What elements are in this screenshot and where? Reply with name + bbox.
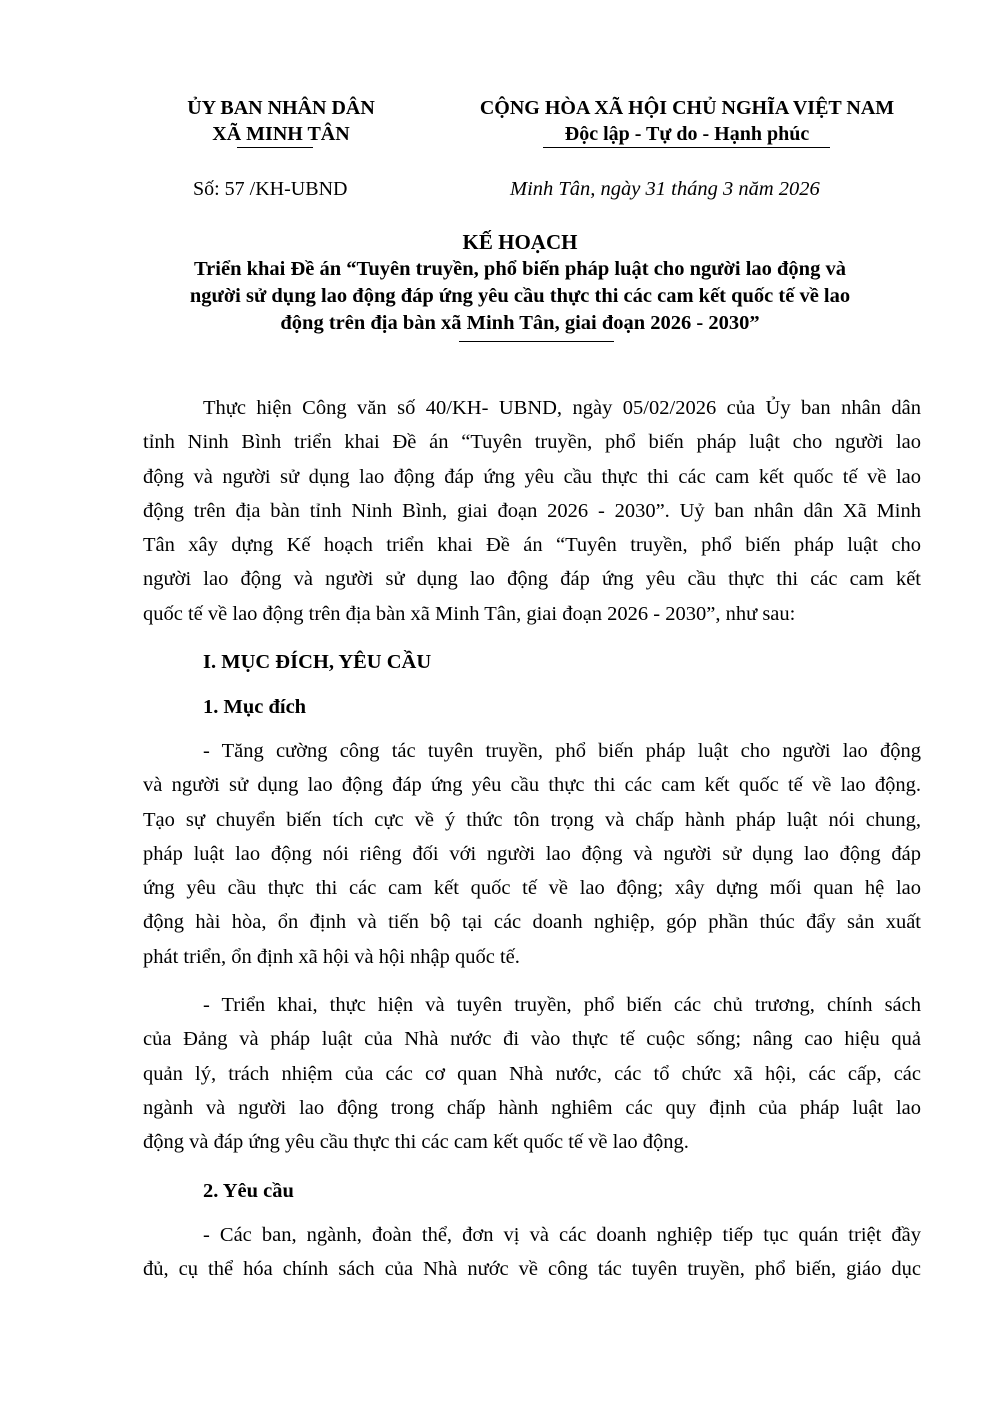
paragraph-line: ứng yêu cầu thực thi các cam kết quốc tế về lao động; xây dựng mối quan hệ lao <box>143 877 921 900</box>
paragraph-line: động hài hòa, ổn định và tiến bộ tại các doanh nghiệp, góp phần thúc đẩy sản xuất <box>143 911 921 934</box>
agency-name-line2: XÃ MINH TÂN <box>212 123 350 145</box>
purpose-paragraph-2 <box>143 988 921 1159</box>
paragraph-line: và người sử dụng lao động đáp ứng yêu cầu thực thi các cam kết quốc tế về lao động. <box>143 774 921 797</box>
subsection-heading-purpose: 1. Mục đích <box>203 696 307 718</box>
intro-line: Thực hiện Công văn số 40/KH- UBND, ngày 05/02/2026 của Ủy ban nhân dân <box>203 397 921 419</box>
requirements-paragraph <box>143 1218 921 1287</box>
intro-line: tỉnh Ninh Bình triển khai Đề án “Tuyên truyền, phổ biến pháp luật cho người lao <box>143 431 921 454</box>
intro-line: động trên địa bàn tỉnh Ninh Bình, giai đoạn 2026 - 2030”. Uỷ ban nhân dân Xã Minh <box>143 499 921 522</box>
agency-name-line1: ỦY BAN NHÂN DÂN <box>187 97 375 119</box>
document-subject-line2: người sử dụng lao động đáp ứng yêu cầu thực thi các cam kết quốc tế về lao <box>189 285 851 307</box>
paragraph-line: - Tăng cường công tác tuyên truyền, phổ biến pháp luật cho người lao động <box>203 740 921 762</box>
agency-underline <box>237 147 313 148</box>
section-heading-purpose-requirements: I. MỤC ĐÍCH, YÊU CẦU <box>203 651 432 673</box>
nation-motto: Độc lập - Tự do - Hạnh phúc <box>564 123 810 145</box>
paragraph-line: động và đáp ứng yêu cầu thực thi các cam kết quốc tế về lao động. <box>143 1131 689 1154</box>
paragraph-line: Tạo sự chuyển biến tích cực về ý thức tôn trọng và chấp hành pháp luật nói chung, <box>143 808 921 831</box>
paragraph-line: - Triển khai, thực hiện và tuyên truyền, phổ biến các chủ trương, chính sách <box>203 994 921 1016</box>
subsection-heading-requirements: 2. Yêu cầu <box>203 1180 294 1202</box>
title-underline <box>459 341 614 342</box>
document-type-title: KẾ HOẠCH <box>462 230 578 254</box>
paragraph-line: đủ, cụ thể hóa chính sách của Nhà nước về công tác tuyên truyền, phổ biến, giáo dục <box>143 1258 921 1281</box>
paragraph-line: - Các ban, ngành, đoàn thể, đơn vị và các doanh nghiệp tiếp tục quán triệt đầy <box>203 1224 921 1246</box>
document-subject-line1: Triển khai Đề án “Tuyên truyền, phổ biến pháp luật cho người lao động và <box>194 258 846 280</box>
intro-line: quốc tế về lao động trên địa bàn xã Minh Tân, giai đoạn 2026 - 2030”, như sau: <box>143 602 796 625</box>
document-subject-line3: động trên địa bàn xã Minh Tân, giai đoạn 2026 - 2030” <box>280 312 760 334</box>
motto-underline <box>543 147 830 148</box>
paragraph-line: ngành và người lao động trong chấp hành nghiêm các quy định của pháp luật lao <box>143 1096 921 1119</box>
paragraph-line: phát triển, ổn định xã hội và hội nhập quốc tế. <box>143 945 520 968</box>
purpose-paragraph-1 <box>143 734 921 974</box>
document-number: Số: 57 /KH-UBND <box>193 178 348 200</box>
intro-line: Tân xây dựng Kế hoạch triển khai Đề án “Tuyên truyền, phổ biến pháp luật cho <box>143 534 921 557</box>
intro-line: động và người sử dụng lao động đáp ứng yêu cầu thực thi các cam kết quốc tế về lao <box>143 465 921 488</box>
intro-line: người lao động và người sử dụng lao động đáp ứng yêu cầu thực thi các cam kết <box>143 568 921 591</box>
nation-name: CỘNG HÒA XÃ HỘI CHỦ NGHĨA VIỆT NAM <box>479 97 895 119</box>
paragraph-line: của Đảng và pháp luật của Nhà nước đi vào thực tế cuộc sống; nâng cao hiệu quả <box>143 1028 921 1051</box>
paragraph-line: pháp luật lao động nói riêng đối với người lao động và người sử dụng lao động đáp <box>143 842 921 865</box>
intro-paragraph <box>143 391 921 631</box>
paragraph-line: quản lý, trách nhiệm của các cơ quan Nhà nước, các tổ chức xã hội, các cấp, các <box>143 1062 921 1085</box>
place-and-date: Minh Tân, ngày 31 tháng 3 năm 2026 <box>510 178 820 200</box>
